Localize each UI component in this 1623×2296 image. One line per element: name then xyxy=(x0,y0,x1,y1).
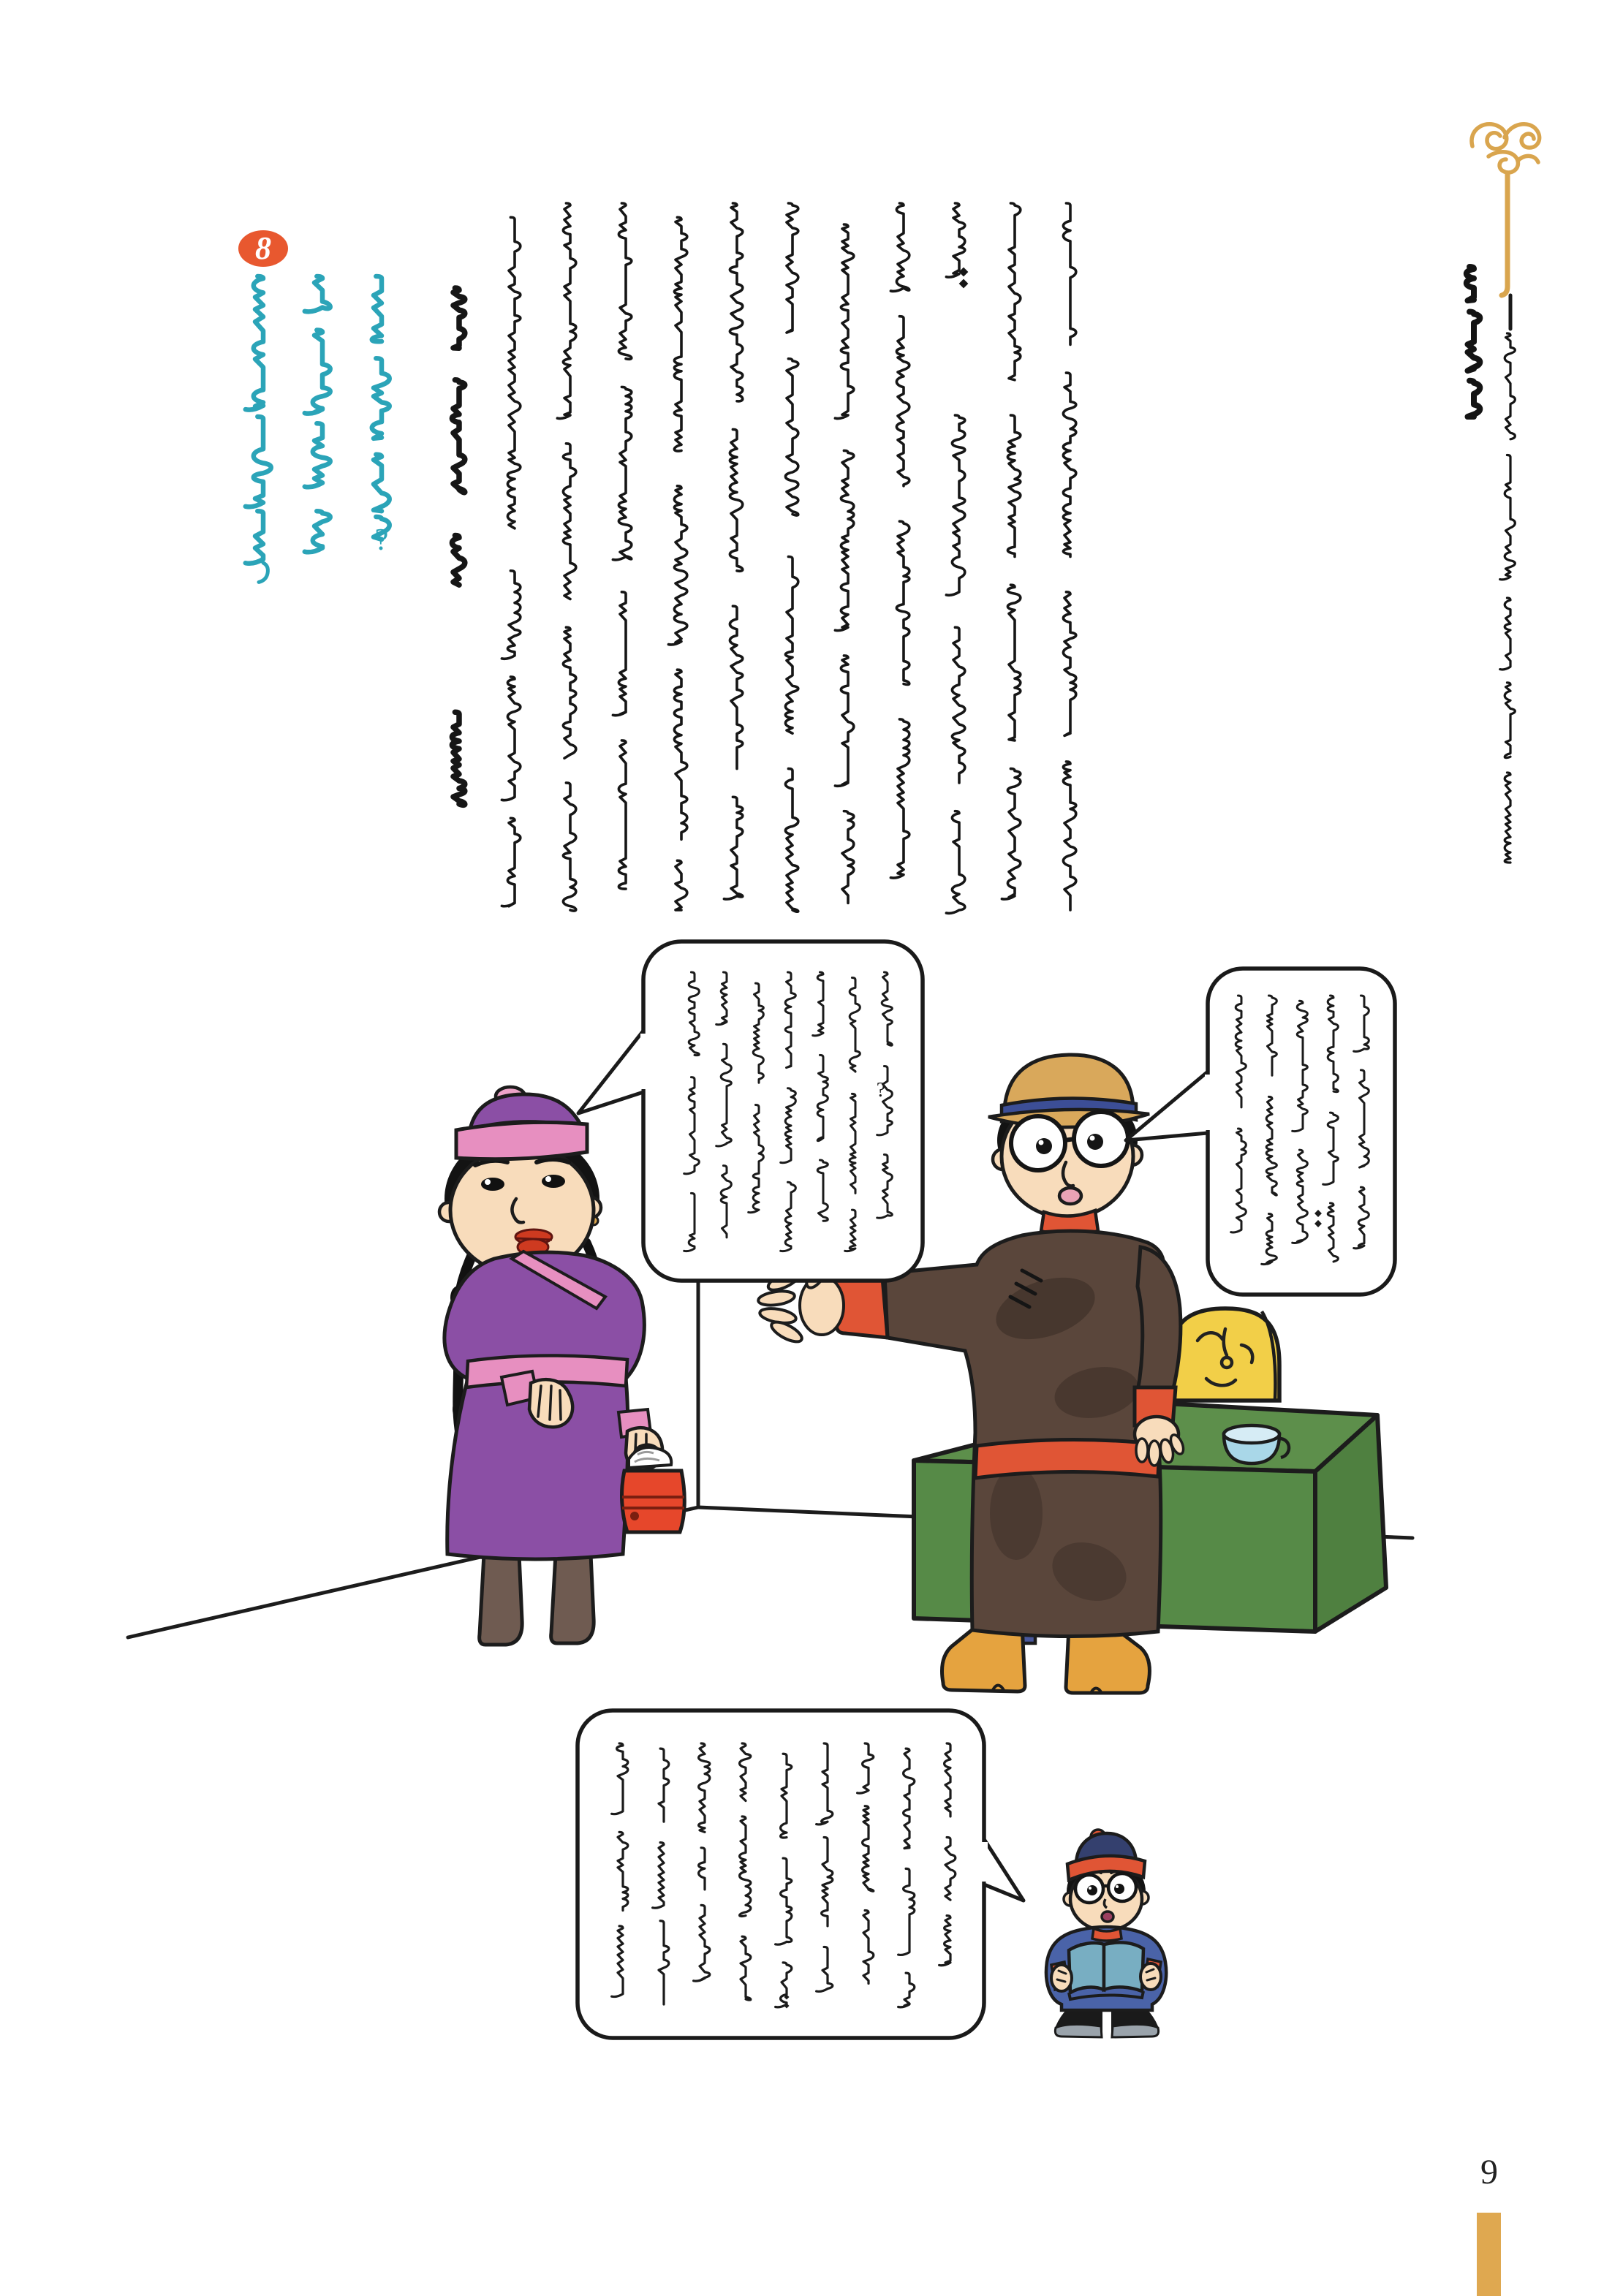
woman-boot-right xyxy=(551,1554,594,1643)
boy-hand-right xyxy=(1140,1963,1161,1990)
man-right-arm xyxy=(1138,1247,1181,1392)
gold-vertical-rule xyxy=(1502,174,1507,295)
body-text-script xyxy=(452,203,1075,913)
woman-speech-bubble xyxy=(643,941,923,1281)
page-edge-gold-bar xyxy=(1477,2213,1501,2296)
man-speech-bubble xyxy=(1208,969,1395,1295)
lesson-title-script xyxy=(246,276,390,564)
woman-hat-band xyxy=(456,1122,587,1159)
lesson-number: 8 xyxy=(255,230,271,266)
boy-speech-bubble xyxy=(578,1710,984,2038)
boy-hand-left xyxy=(1051,1965,1072,1991)
page-number: 9 xyxy=(1480,2153,1498,2191)
woman-boot-left xyxy=(480,1554,522,1645)
chapter-subtitle-script xyxy=(1500,333,1516,863)
boy-reading-book xyxy=(1046,1830,1166,2038)
boy-collar xyxy=(1092,1928,1121,1941)
lesson-number-badge xyxy=(238,230,288,267)
red-handbag xyxy=(622,1445,685,1532)
gold-flourish-icon xyxy=(1472,124,1540,295)
svg-text:?: ? xyxy=(876,1079,886,1102)
man-sash xyxy=(975,1439,1159,1478)
svg-text:?: ? xyxy=(374,523,389,557)
chapter-title-script xyxy=(1467,267,1480,417)
yellow-chair xyxy=(1170,1308,1279,1401)
